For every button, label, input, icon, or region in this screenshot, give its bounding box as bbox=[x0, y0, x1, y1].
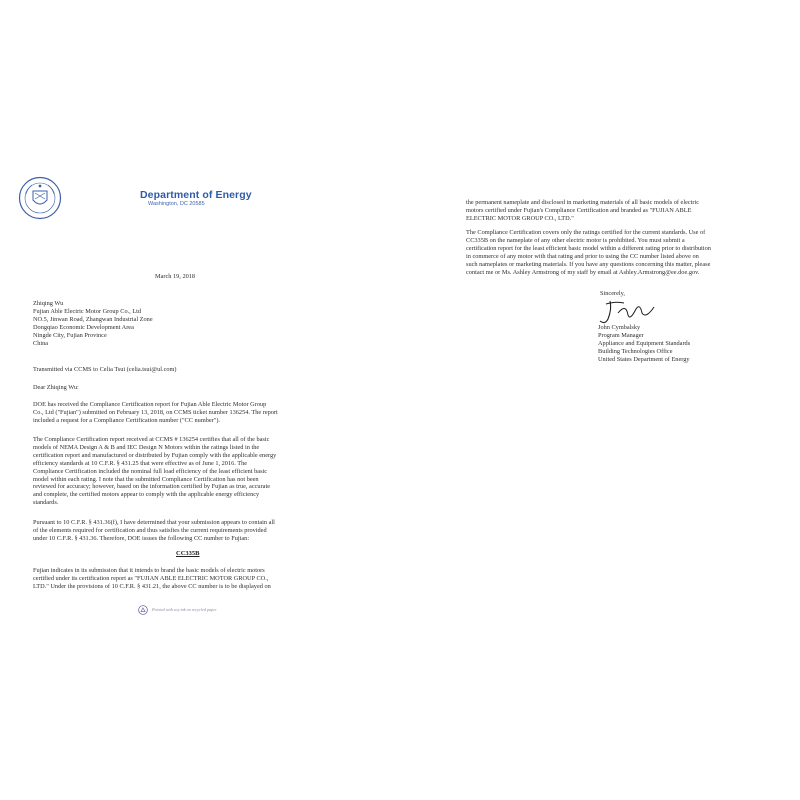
closing: Sincerely, bbox=[600, 290, 625, 297]
text-line: reviewed for accuracy; however, based on the information certified by Fujian as true, accurate bbox=[33, 483, 271, 491]
text-line: contact me or Ms. Ashley Armstrong of my staff by email at Ashley.Armstrong@ee.doe.gov. bbox=[466, 268, 700, 276]
cc-number: CC335B bbox=[176, 550, 200, 557]
text-line: certified under its certification report as "FUJIAN ABLE ELECTRIC MOTOR GROUP CO., bbox=[33, 574, 269, 582]
text-line: certification report and manufactured or distributed by Fujian comply with the applicable energy bbox=[33, 451, 277, 459]
address-line: China bbox=[33, 339, 49, 347]
signer-title: Program Manager bbox=[598, 331, 644, 339]
text-line: Co., Ltd ("Fujian") submitted on February 13, 2018, on CCMS ticket number 136254. The report bbox=[33, 408, 278, 416]
letterhead-location: Washington, DC 20585 bbox=[148, 201, 205, 207]
text-line: LTD." Under the provisions of 10 C.F.R. § 431.21, the above CC number is to be displayed on bbox=[33, 582, 271, 590]
text-line: the permanent nameplate and disclosed in marketing materials of all basic models of electric bbox=[466, 199, 700, 206]
text-line: CC335B on the nameplate of any other electric motor is prohibited. You must submit a bbox=[466, 236, 685, 244]
address-line: Fujian Able Electric Motor Group Co., Ltd bbox=[33, 307, 142, 315]
paragraph-4 bbox=[33, 567, 271, 591]
text-line: motors certified under Fujian's Compliance Certification and branded as "FUJIAN ABLE bbox=[466, 206, 692, 214]
continued-paragraph bbox=[466, 199, 699, 223]
letter-page-2 bbox=[400, 0, 800, 800]
address-line: NO.5, Jinwan Road, Zhangwan Industrial Zone bbox=[33, 315, 153, 323]
paragraph-1 bbox=[33, 401, 278, 425]
text-line: DOE has received the Compliance Certification report for Fujian Able Electric Motor Group bbox=[33, 401, 267, 408]
text-line: The Compliance Certification covers only the ratings certified for the current standards. Use of bbox=[466, 229, 706, 236]
signer-office: Building Technologies Office bbox=[598, 347, 673, 355]
text-line: in commerce of any motor with that rating and prior to using the CC number listed above on bbox=[466, 252, 699, 260]
certification-coverage-paragraph bbox=[466, 229, 711, 276]
signer-program: Appliance and Equipment Standards bbox=[598, 339, 691, 347]
text-line: ELECTRIC MOTOR GROUP CO., LTD." bbox=[466, 214, 574, 222]
signature-block bbox=[598, 324, 690, 364]
paragraph-2 bbox=[33, 436, 276, 507]
address-line: Zhiqing Wu bbox=[33, 300, 64, 307]
salutation: Dear Zhiqing Wu: bbox=[33, 384, 79, 391]
text-line: of the elements required for certification and thus satisfies the current requirements provided bbox=[33, 526, 267, 534]
text-line: Fujian indicates in its submission that it intends to brand the basic models of electric motors bbox=[33, 567, 265, 574]
text-line: model within each rating. I note that the submitted Compliance Certification has not been bbox=[33, 475, 259, 483]
text-line: certification report for the least efficient basic model within a different rating prior to distribution bbox=[466, 244, 711, 252]
text-line: such nameplates or marketing materials. If you have any questions concerning this matter, please bbox=[466, 260, 711, 268]
text-line: under 10 C.F.R. § 431.36. Therefore, DOE issues the following CC number to Fujian: bbox=[33, 534, 250, 542]
signer-agency: United States Department of Energy bbox=[598, 355, 690, 363]
paragraph-3 bbox=[33, 519, 275, 543]
address-line: Ningde City, Fujian Province bbox=[33, 331, 107, 339]
recipient-address bbox=[33, 300, 153, 347]
letterhead-department: Department of Energy bbox=[140, 189, 252, 201]
recycle-icon bbox=[138, 605, 148, 615]
text-line: and complete, the certified motors appear to comply with the applicable energy efficiency bbox=[33, 491, 260, 499]
text-line: models of NEMA Design A & B and IEC Design N Motors within the ratings listed in the bbox=[33, 443, 260, 451]
signer-name: John Cymbalsky bbox=[598, 324, 641, 331]
text-line: Pursuant to 10 C.F.R. § 431.36(f), I have determined that your submission appears to contain all bbox=[33, 519, 275, 526]
letter-date: March 19, 2018 bbox=[155, 273, 196, 280]
transmittal-line: Transmitted via CCMS to Celia Tsui (celia.tsui@ul.com) bbox=[33, 366, 177, 373]
doe-seal-icon bbox=[18, 176, 62, 220]
text-line: The Compliance Certification report received at CCMS # 136254 certifies that all of the basic bbox=[33, 436, 270, 443]
text-line: Compliance Certification included the nominal full load efficiency of the least efficient basic bbox=[33, 467, 268, 475]
address-line: Dongqiao Economic Development Area bbox=[33, 323, 134, 331]
text-line: efficiency standards at 10 C.F.R. § 431.25 that were effective as of June 1, 2016. The bbox=[33, 459, 248, 467]
text-line: standards. bbox=[33, 499, 59, 507]
text-line: included a request for a Compliance Certification number ("CC number"). bbox=[33, 416, 220, 424]
footer-note: Printed with soy ink on recycled paper bbox=[152, 607, 217, 612]
